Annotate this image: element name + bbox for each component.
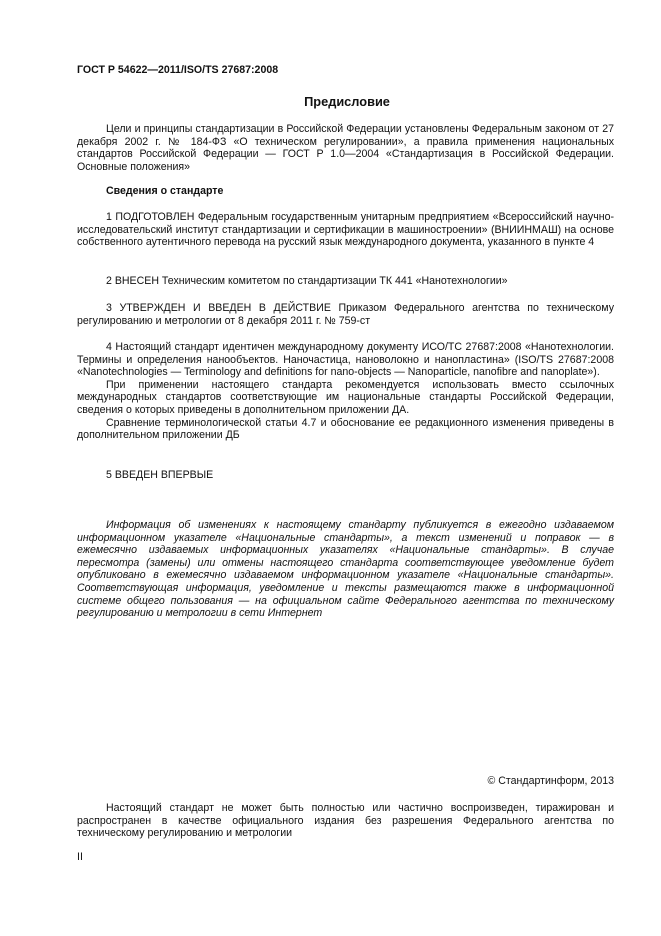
notice-block	[77, 519, 614, 620]
notice-paragraph: Информация об изменениях к настоящему стандарту публикуется в ежегодно издаваемом информационном указателе «Национальные стандарты», а текст изменений и поправок — в ежемесячно издаваемых информационных указателях «Национальные стандарты». В случае пересмотра (замены) или отмены настоящего стандарта соответствующее уведомление будет опубликовано в ежемесячно издаваемом информационном указателе «Национальные стандарты». Соответствующая информация, уведомление и тексты размещаются также в информационной системе общего пользования — на официальном сайте Федерального агентства по техническому регулированию и метрологии в сети Интернет	[77, 519, 614, 620]
item-4-paragraph: 4 Настоящий стандарт идентичен международному документу ИСО/ТС 27687:2008 «Нанотехнологии. Термины и определения нанообъектов. Наночастица, нановолокно и нанопластина» (ISO/TS 27687:2008 «Nanotechnologies — Terminology and definitions for nano-objects — Nanoparticle, nanofibre and nanoplate»).	[77, 341, 614, 379]
intro-paragraph: Цели и принципы стандартизации в Российской Федерации установлены Федеральным законом от 27 декабря 2002 г. № 184-ФЗ «О техническом регулировании», а правила применения национальных стандартов Российской Федерации — ГОСТ Р 1.0—2004 «Стандартизация в Российской Федерации. Основные положения»	[77, 123, 614, 173]
page-title: Предисловие	[304, 94, 390, 109]
intro-paragraph-block	[77, 123, 614, 173]
item-5-block	[77, 469, 614, 482]
page-number: II	[77, 851, 83, 863]
reproduction-notice-block	[77, 802, 614, 840]
item-2-block	[77, 275, 614, 288]
item-4-paragraph-3: Сравнение терминологической статьи 4.7 и обоснование ее редакционного изменения приведены в дополнительном приложении ДБ	[77, 416, 614, 442]
item-4-block	[77, 341, 614, 442]
item-1-paragraph: 1 ПОДГОТОВЛЕН Федеральным государственным унитарным предприятием «Всероссийский научно-исследовательский институт стандартизации и сертификации в машиностроении» (ВНИИНМАШ) на основе собственного аутентичного перевода на русский язык международного документа, указанного в пункте 4	[77, 211, 614, 249]
item-3-paragraph: 3 УТВЕРЖДЕН И ВВЕДЕН В ДЕЙСТВИЕ Приказом Федерального агентства по техническому регулированию и метрологии от 8 декабря 2011 г. № 759-ст	[77, 302, 614, 327]
item-4-paragraph-2: При применении настоящего стандарта рекомендуется использовать вместо ссылочных международных стандартов соответствующие им национальные стандарты Российской Федерации, сведения о которых приведены в дополнительном приложении ДА.	[77, 378, 614, 416]
item-3-block	[77, 302, 614, 327]
reproduction-notice-paragraph: Настоящий стандарт не может быть полностью или частично воспроизведен, тиражирован и распространен в качестве официального издания без разрешения Федерального агентства по техническому регулированию и метрологии	[77, 802, 614, 840]
standard-code-header: ГОСТ Р 54622—2011/ISO/TS 27687:2008	[77, 64, 279, 76]
item-1-block	[77, 211, 614, 249]
item-5-paragraph: 5 ВВЕДЕН ВПЕРВЫЕ	[106, 469, 214, 481]
item-2-paragraph: 2 ВНЕСЕН Техническим комитетом по стандартизации ТК 441 «Нанотехнологии»	[106, 275, 508, 287]
section-subheading: Сведения о стандарте	[106, 185, 224, 197]
copyright-line: © Стандартинформ, 2013	[487, 775, 614, 787]
